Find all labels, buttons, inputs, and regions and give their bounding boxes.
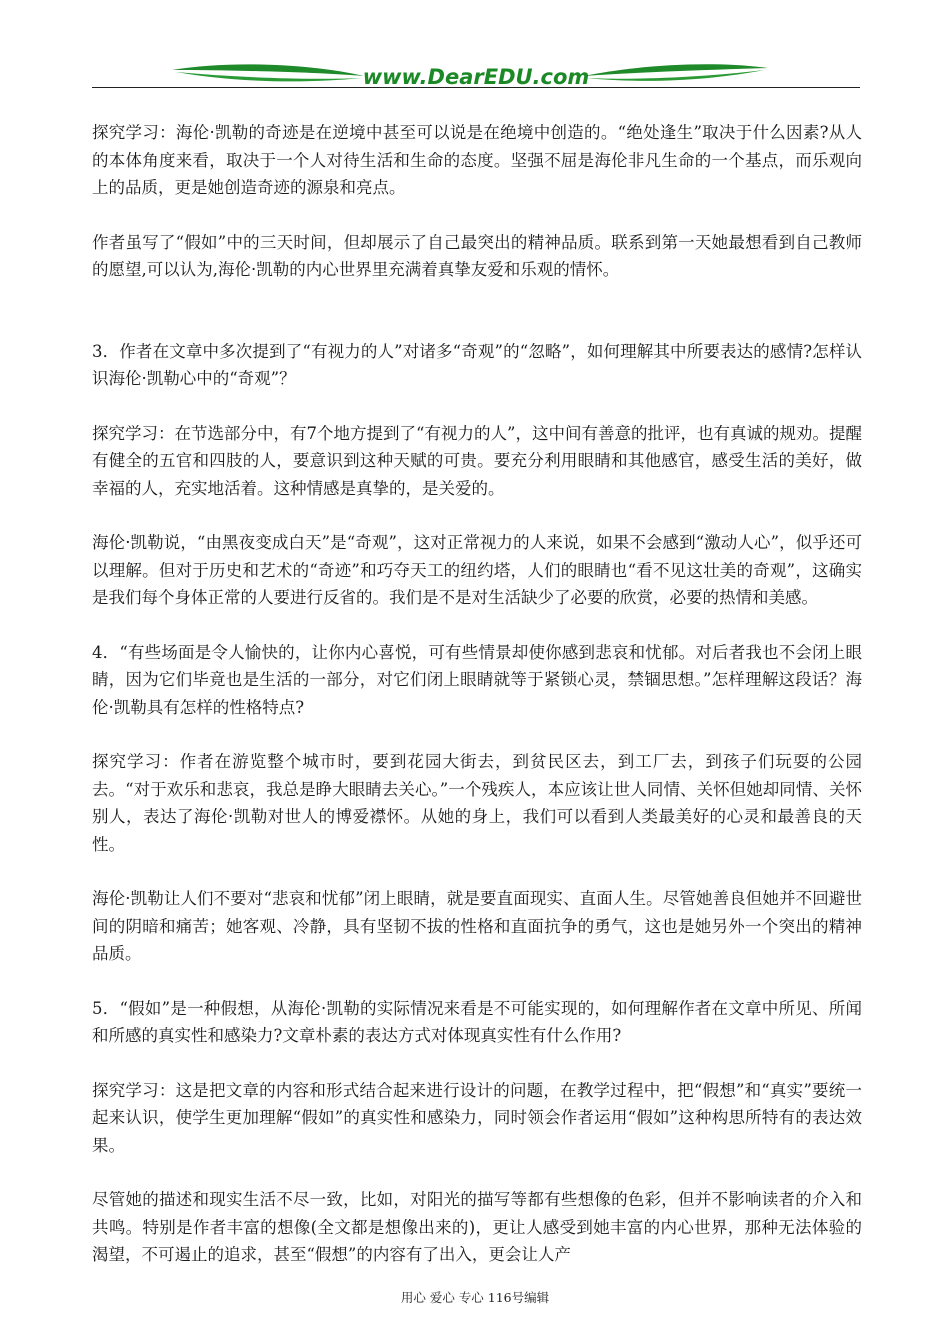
paragraph: 探究学习：作者在游览整个城市时，要到花园大街去，到贫民区去，到工厂去，到孩子们玩耍的公园去。“对于欢乐和悲哀，我总是睁大眼睛去关心。”一个残疾人，本应该让世人同情、关怀但她却同情、关怀别人，表达了海伦·凯勒对世人的博爱襟怀。从她的身上，我们可以看到人类最美好的心灵和最善良的天性。: [92, 752, 862, 854]
question-5: 5．“假如”是一种假想，从海伦·凯勒的实际情况来看是不可能实现的，如何理解作者在文章中所见、所闻和所感的真实性和感染力?文章朴素的表达方式对体现真实性有什么作用?: [92, 998, 862, 1045]
paragraph: 探究学习：在节选部分中，有7个地方提到了“有视力的人”，这中间有善意的批评，也有真诚的规劝。提醒有健全的五官和四肢的人，要意识到这种天赋的可贵。要充分利用眼睛和其他感官，感受生活的美好，做幸福的人，充实地活着。这种情感是真挚的，是关爱的。: [92, 423, 862, 498]
paragraph: 尽管她的描述和现实生活不尽一致，比如，对阳光的描写等都有些想像的色彩，但并不影响读者的介入和共鸣。特别是作者丰富的想像(全文都是想像出来的)，更让人感受到她丰富的内心世界，那种无法体验的渴望，不可遏止的追求，甚至“假想”的内容有了出入，更会让人产: [92, 1190, 862, 1264]
question-3: 3．作者在文章中多次提到了“有视力的人”对诸多“奇观”的“忽略”，如何理解其中所要表达的感情?怎样认识海伦·凯勒心中的“奇观”？: [92, 341, 862, 388]
header-divider: [92, 87, 860, 88]
document-body: [92, 119, 862, 1269]
paragraph: 海伦·凯勒说，“由黑夜变成白天”是“奇观”，这对正常视力的人来说，如果不会感到“激动人心”，似乎还可以理解。但对于历史和艺术的“奇迹”和巧夺天工的纽约塔，人们的眼睛也“看不见这壮美的奇观”，这确实是我们每个身体正常的人要进行反省的。我们是不是对生活缺少了必要的欣赏，必要的热情和美感。: [92, 533, 862, 607]
paragraph: 探究学习：海伦·凯勒的奇迹是在逆境中甚至可以说是在绝境中创造的。“绝处逢生”取决于什么因素?从人的本体角度来看，取决于一个人对待生活和生命的态度。坚强不屈是海伦非凡生命的一个基点，而乐观向上的品质，更是她创造奇迹的源泉和亮点。: [92, 123, 862, 197]
paragraph: 作者虽写了“假如”中的三天时间，但却展示了自己最突出的精神品质。联系到第一天她最想看到自己教师的愿望,可以认为,海伦·凯勒的内心世界里充满着真挚友爱和乐观的情怀。: [92, 232, 862, 279]
question-4: 4．“有些场面是令人愉快的，让你内心喜悦，可有些情景却使你感到悲哀和忧郁。对后者我也不会闭上眼睛，因为它们毕竟也是生活的一部分，对它们闭上眼睛就等于紧锁心灵，禁锢思想。”怎样理解这段话？海伦·凯勒具有怎样的性格特点?: [92, 642, 862, 717]
site-url: www.DearEDU.com: [362, 65, 590, 89]
paragraph: 海伦·凯勒让人们不要对“悲哀和忧郁”闭上眼睛，就是要直面现实、直面人生。尽管她善良但她并不回避世间的阴暗和痛苦；她客观、冷静，具有坚韧不拔的性格和直面抗争的勇气，这也是她另外一个突出的精神品质。: [92, 889, 862, 963]
page-footer: 用心 爱心 专心 116号编辑: [400, 1290, 550, 1305]
paragraph: 探究学习：这是把文章的内容和形式结合起来进行设计的问题，在教学过程中，把“假想”和“真实”要统一起来认识，使学生更加理解“假如”的真实性和感染力，同时领会作者运用“假如”这种构思所特有的表达效果。: [92, 1080, 862, 1155]
